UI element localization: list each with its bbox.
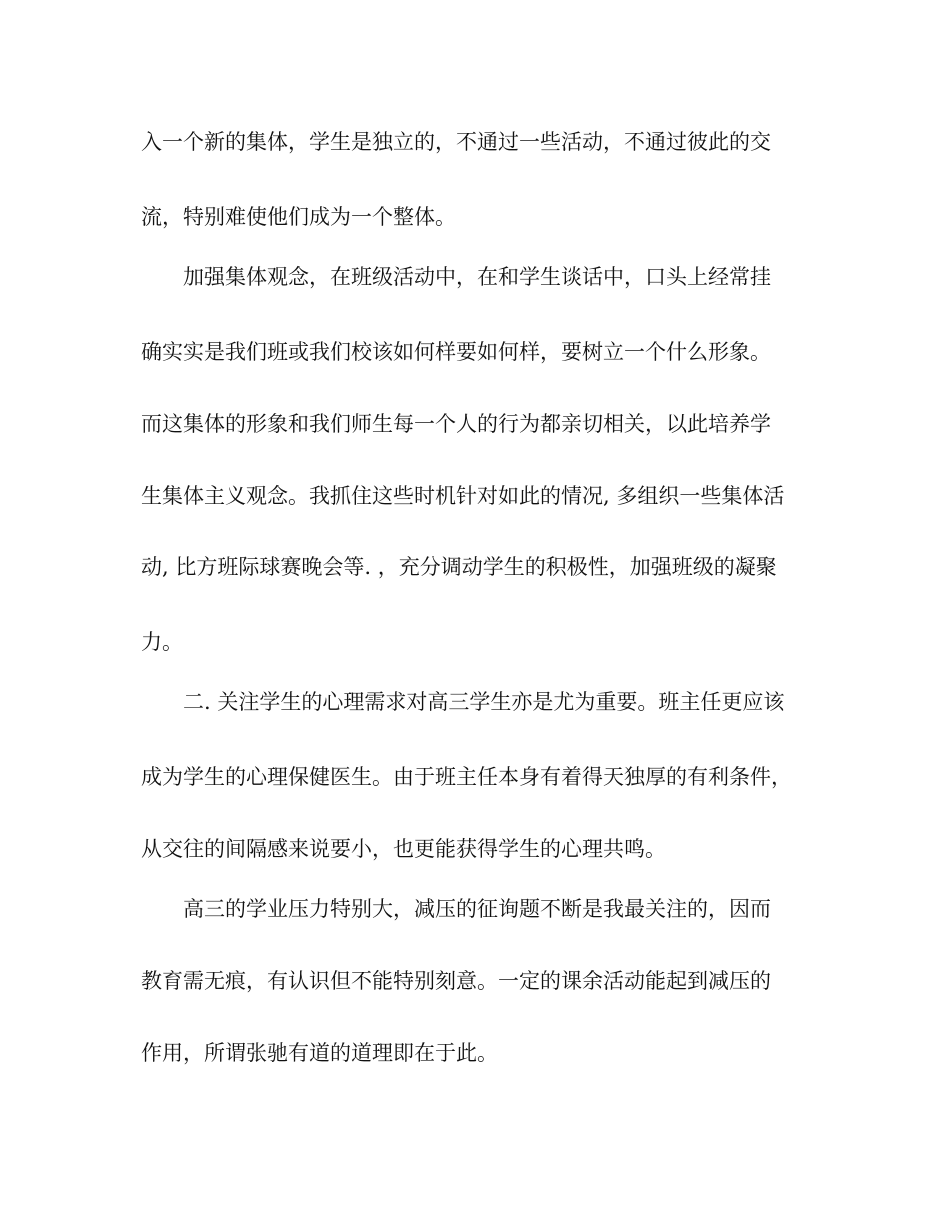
text-line: 成为学生的心理保健医生。由于班主任本身有着得天独厚的有利条件，	[141, 765, 792, 789]
text-line: 动, 比方班际球赛晚会等. ，充分调动学生的积极性，加强班级的凝聚	[141, 555, 777, 579]
paragraph-start-line: 二. 关注学生的心理需求对高三学生亦是尤为重要。班主任更应该	[183, 690, 785, 714]
text-line: 流，特别难使他们成为一个整体。	[141, 205, 456, 229]
text-line: 生集体主义观念。我抓住这些时机针对如此的情况, 多组织一些集体活	[141, 484, 785, 508]
text-line: 教育需无痕，有认识但不能特别刻意。一定的课余活动能起到减压的	[141, 969, 771, 993]
paragraph-start-line: 高三的学业压力特别大，减压的征询题不断是我最关注的，因而	[183, 897, 771, 921]
paragraph-start-line: 加强集体观念，在班级活动中，在和学生谈话中，口头上经常挂	[183, 265, 771, 289]
text-line: 从交往的间隔感来说要小，也更能获得学生的心理共鸣。	[141, 837, 666, 861]
text-line: 力。	[141, 630, 183, 654]
text-line: 而这集体的形象和我们师生每一个人的行为都亲切相关，以此培养学	[141, 412, 771, 436]
text-line: 确实实是我们班或我们校该如何样要如何样，要树立一个什么形象。	[141, 340, 771, 364]
text-line: 入一个新的集体，学生是独立的，不通过一些活动，不通过彼此的交	[141, 130, 771, 154]
text-line: 作用，所谓张驰有道的道理即在于此。	[141, 1041, 498, 1065]
